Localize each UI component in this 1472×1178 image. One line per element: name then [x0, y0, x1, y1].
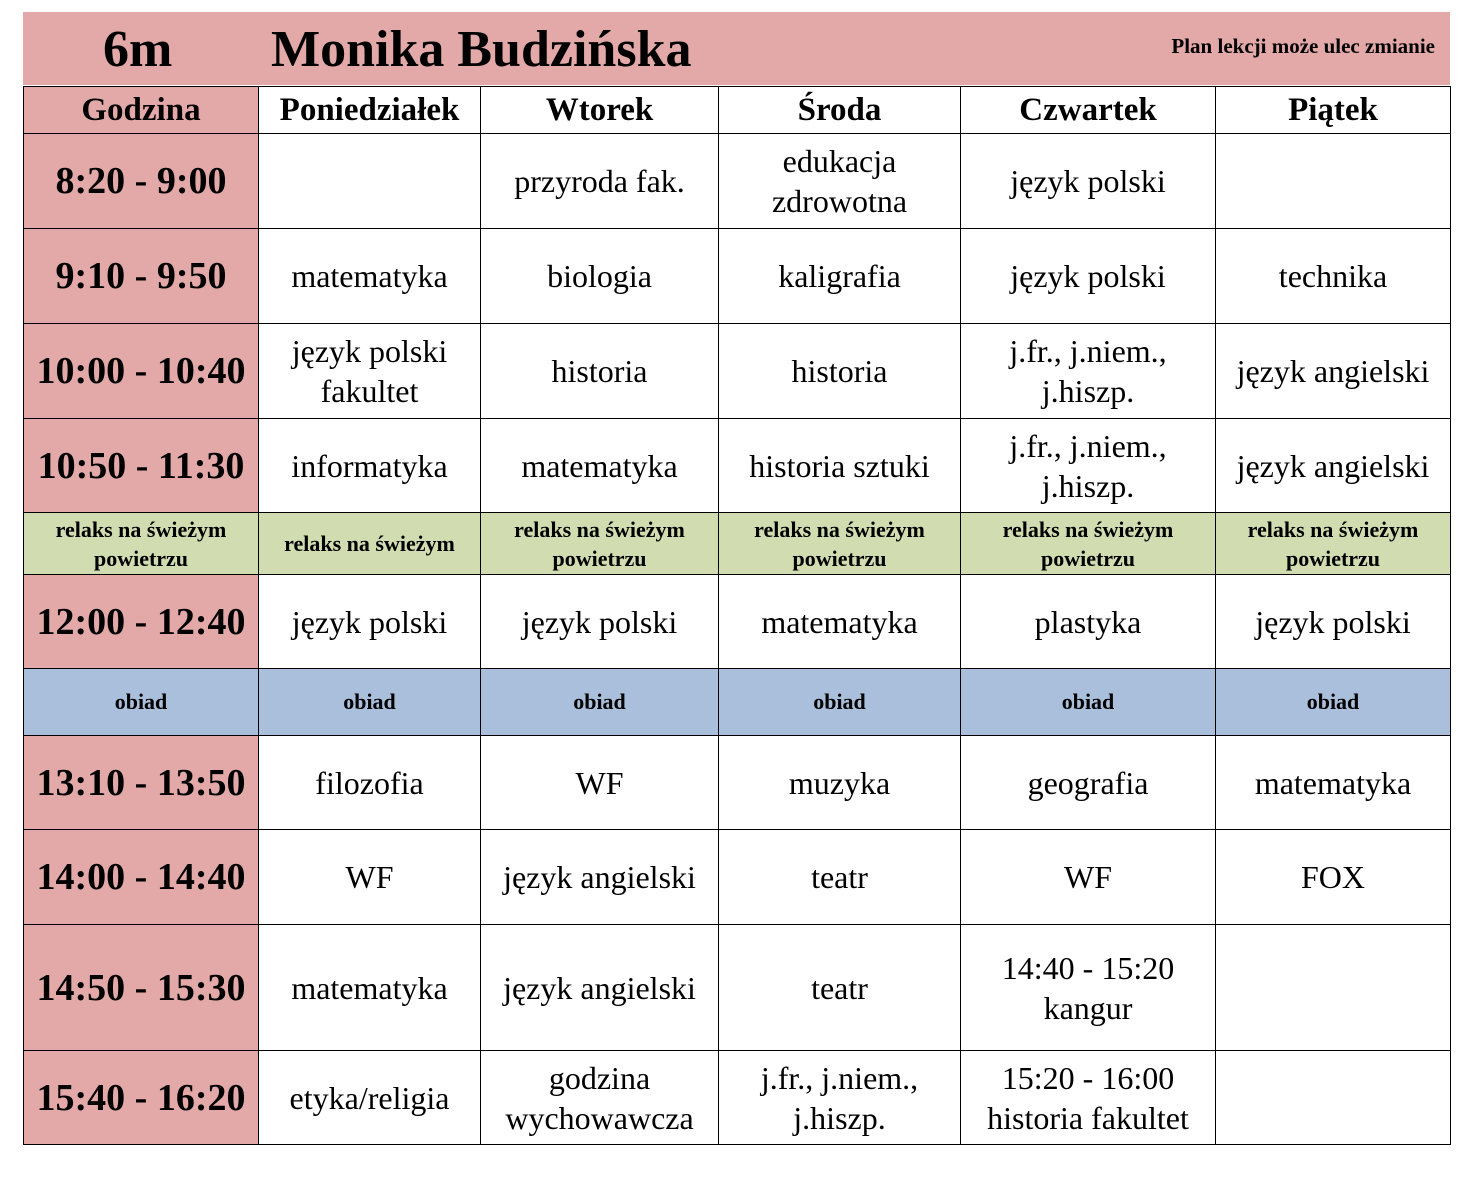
lunch-cell: obiad [481, 669, 719, 736]
class-name: 6m [103, 21, 173, 78]
break-cell: relaks na świeżym powietrzu [961, 513, 1216, 575]
time-slot: 8:20 - 9:00 [24, 134, 259, 229]
lesson-cell: WF [259, 830, 481, 925]
time-slot: 12:00 - 12:40 [24, 575, 259, 669]
lesson-cell: język angielski [481, 830, 719, 925]
lesson-cell: WF [481, 736, 719, 830]
lesson-cell: historia [481, 324, 719, 419]
lesson-row [24, 324, 1451, 419]
lesson-cell: przyroda fak. [481, 134, 719, 229]
column-header-tuesday: Wtorek [481, 87, 719, 134]
lesson-cell: język polski [259, 575, 481, 669]
lesson-cell: plastyka [961, 575, 1216, 669]
lesson-cell: technika [1216, 229, 1451, 324]
lesson-cell: język angielski [481, 925, 719, 1051]
lunch-cell: obiad [719, 669, 961, 736]
lesson-cell: filozofia [259, 736, 481, 830]
column-header-thursday: Czwartek [961, 87, 1216, 134]
lesson-cell: WF [961, 830, 1216, 925]
time-slot: 10:50 - 11:30 [24, 419, 259, 513]
time-slot: 9:10 - 9:50 [24, 229, 259, 324]
column-header-wednesday: Środa [719, 87, 961, 134]
lesson-cell [259, 134, 481, 229]
break-cell: relaks na świeżym powietrzu [719, 513, 961, 575]
lunch-cell: obiad [1216, 669, 1451, 736]
header-row [24, 87, 1451, 134]
lesson-cell: j.fr., j.niem., j.hiszp. [961, 419, 1216, 513]
column-header-friday: Piątek [1216, 87, 1451, 134]
break-cell: relaks na świeżym powietrzu [1216, 513, 1451, 575]
time-slot: 10:00 - 10:40 [24, 324, 259, 419]
lesson-cell [1216, 134, 1451, 229]
lesson-cell: historia sztuki [719, 419, 961, 513]
lesson-row [24, 134, 1451, 229]
lesson-row [24, 229, 1451, 324]
break-cell: relaks na świeżym [259, 513, 481, 575]
lesson-cell [1216, 1051, 1451, 1145]
lesson-cell: geografia [961, 736, 1216, 830]
lesson-cell: matematyka [259, 925, 481, 1051]
lesson-row [24, 1051, 1451, 1145]
lesson-cell: język angielski [1216, 419, 1451, 513]
lunch-cell: obiad [24, 669, 259, 736]
lesson-cell: j.fr., j.niem., j.hiszp. [961, 324, 1216, 419]
lesson-cell: etyka/religia [259, 1051, 481, 1145]
time-slot: 14:00 - 14:40 [24, 830, 259, 925]
lesson-cell: 15:20 - 16:00 historia fakultet [961, 1051, 1216, 1145]
lesson-cell: matematyka [259, 229, 481, 324]
time-slot: 13:10 - 13:50 [24, 736, 259, 830]
lesson-cell: matematyka [719, 575, 961, 669]
lesson-cell: j.fr., j.niem., j.hiszp. [719, 1051, 961, 1145]
lesson-cell: informatyka [259, 419, 481, 513]
lesson-row [24, 575, 1451, 669]
lunch-cell: obiad [259, 669, 481, 736]
lesson-row [24, 736, 1451, 830]
lunch-row [24, 669, 1451, 736]
lesson-cell: FOX [1216, 830, 1451, 925]
lesson-cell: biologia [481, 229, 719, 324]
lesson-cell: język polski [481, 575, 719, 669]
lesson-row [24, 925, 1451, 1051]
lesson-cell: teatr [719, 925, 961, 1051]
lesson-cell: godzina wychowawcza [481, 1051, 719, 1145]
lesson-cell: język polski [1216, 575, 1451, 669]
lesson-cell: muzyka [719, 736, 961, 830]
lesson-row [24, 830, 1451, 925]
lesson-cell: teatr [719, 830, 961, 925]
schedule-header [23, 12, 1450, 85]
lesson-row [24, 419, 1451, 513]
lesson-cell: matematyka [481, 419, 719, 513]
lesson-cell: język polski [961, 229, 1216, 324]
lesson-cell: język angielski [1216, 324, 1451, 419]
lunch-cell: obiad [961, 669, 1216, 736]
lesson-cell: język polski fakultet [259, 324, 481, 419]
teacher-name: Monika Budzińska [271, 21, 692, 78]
time-slot: 14:50 - 15:30 [24, 925, 259, 1051]
break-row [24, 513, 1451, 575]
time-slot: 15:40 - 16:20 [24, 1051, 259, 1145]
lesson-cell [1216, 925, 1451, 1051]
timetable [23, 86, 1451, 1145]
lesson-cell: 14:40 - 15:20 kangur [961, 925, 1216, 1051]
break-cell: relaks na świeżym powietrzu [24, 513, 259, 575]
column-header-hour: Godzina [24, 87, 259, 134]
lesson-cell: historia [719, 324, 961, 419]
column-header-monday: Poniedziałek [259, 87, 481, 134]
lesson-cell: kaligrafia [719, 229, 961, 324]
lesson-cell: język polski [961, 134, 1216, 229]
schedule-note: Plan lekcji może ulec zmianie [1171, 34, 1435, 58]
break-cell: relaks na świeżym powietrzu [481, 513, 719, 575]
lesson-cell: edukacja zdrowotna [719, 134, 961, 229]
lesson-cell: matematyka [1216, 736, 1451, 830]
